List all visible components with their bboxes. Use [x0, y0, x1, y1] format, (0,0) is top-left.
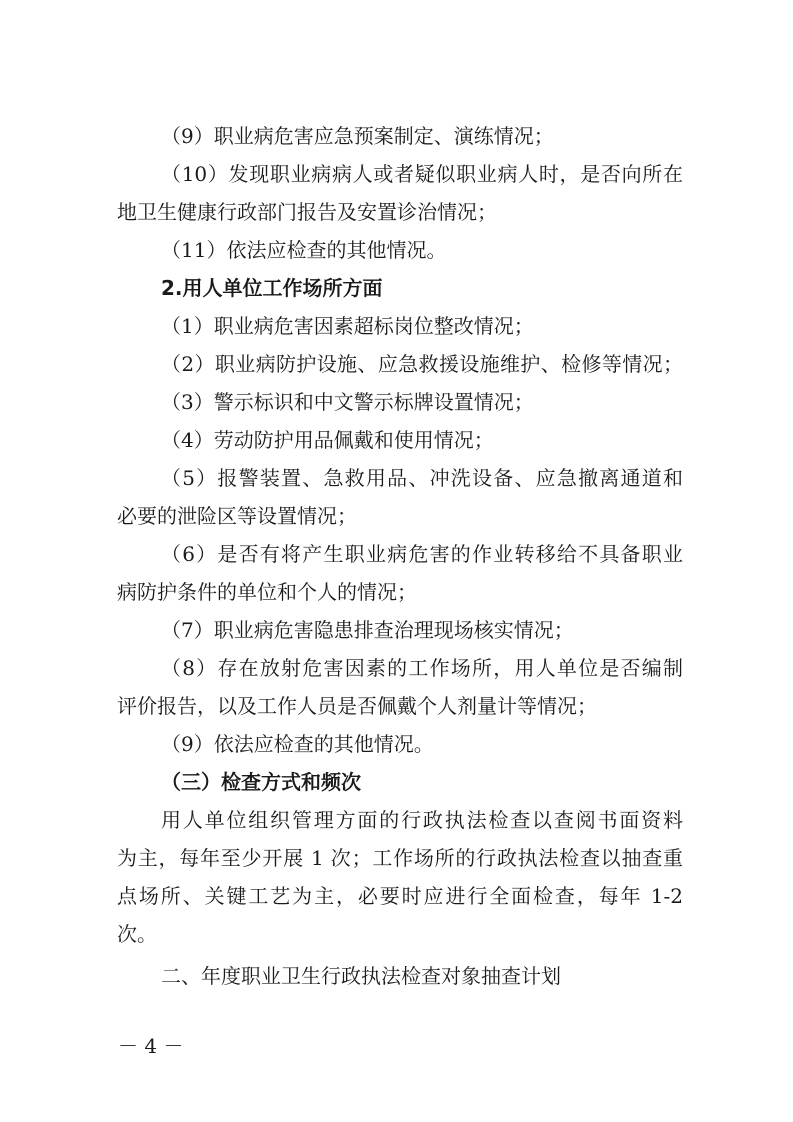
list-item: （5）报警装置、急救用品、冲洗设备、应急撤离通道和	[161, 466, 683, 490]
list-item: （2）职业病防护设施、应急救援设施维护、检修等情况；	[161, 352, 683, 376]
list-item: （9）依法应检查的其他情况。	[161, 732, 434, 756]
section-heading: 2.用人单位工作场所方面	[161, 276, 383, 300]
list-item: （6）是否有将产生职业病危害的作业转移给不具备职业	[161, 542, 683, 566]
list-item: （10）发现职业病病人或者疑似职业病人时，是否向所在	[161, 162, 683, 186]
list-item: （7）职业病危害隐患排查治理现场核实情况；	[161, 618, 574, 642]
list-item: （8）存在放射危害因素的工作场所，用人单位是否编制	[161, 656, 683, 680]
paragraph-line: 用人单位组织管理方面的行政执法检查以查阅书面资料	[161, 808, 683, 832]
list-item-continuation: 必要的泄险区等设置情况；	[117, 504, 357, 528]
list-item-continuation: 地卫生健康行政部门报告及安置诊治情况；	[117, 200, 497, 224]
part-heading: 二、年度职业卫生行政执法检查对象抽查计划	[161, 964, 561, 988]
list-item: （3）警示标识和中文警示标牌设置情况；	[161, 390, 534, 414]
list-item: （11）依法应检查的其他情况。	[161, 238, 447, 262]
list-item: （4）劳动防护用品佩戴和使用情况；	[161, 428, 494, 452]
list-item: （9）职业病危害应急预案制定、演练情况；	[161, 124, 554, 148]
paragraph-line: 次。	[117, 922, 157, 946]
paragraph-line: 点场所、关键工艺为主，必要时应进行全面检查，每年 1-2	[117, 884, 683, 908]
list-item-continuation: 病防护条件的单位和个人的情况；	[117, 580, 417, 604]
document-page	[117, 117, 683, 995]
list-item-continuation: 评价报告，以及工作人员是否佩戴个人剂量计等情况；	[117, 694, 597, 718]
list-item: （1）职业病危害因素超标岗位整改情况；	[161, 314, 534, 338]
section-heading: （三）检查方式和频次	[161, 770, 361, 794]
page-number: － 4 －	[118, 1034, 184, 1058]
paragraph-line: 为主，每年至少开展 1 次；工作场所的行政执法检查以抽查重	[117, 846, 683, 870]
